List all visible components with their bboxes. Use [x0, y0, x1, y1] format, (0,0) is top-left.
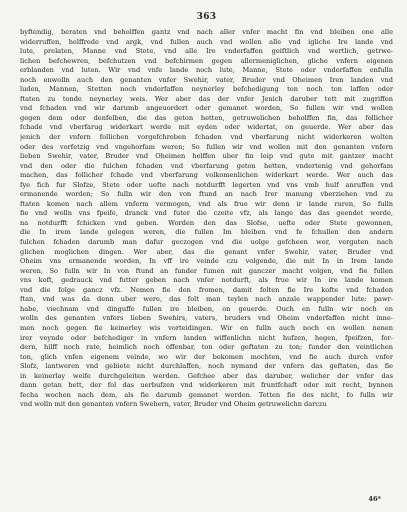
text-line: lute, prelaten, Manne vnd Stete, vnd alle Ire vnderfaffen geiftlich vnd wertlich, getrwe-	[20, 47, 393, 56]
text-line: ermanende worden; So fulln wir den von ftund an nach Irer manung vberziehen vnd zu	[20, 190, 393, 199]
text-line: weren, So fulln wir In von ftund an funder fumen mit ganczer macht volgen, vnd fie fullen	[20, 266, 393, 275]
text-line: fye fich fur Slofze, Stete oder uefte nach notdurfft legerten vnd vns vmb hulf anruffen vnd	[20, 180, 393, 189]
text-line: lieben Swehir, vater, Bruder vnd Oheimen helffen uber fin leip vnd gute mit gantzer macht	[20, 152, 393, 161]
text-line: dern, hilff noch rate, heimlich noch offenbar, ton oder geftaten zu ton; funder den veintlichen	[20, 343, 393, 352]
text-line: widerruffen, helffrede vnd argk, vnd fullen auch vnd wollen alle vnd igliche Ire lande vnd	[20, 37, 393, 46]
text-line: fie vnd wolln vns fpeife, dranck vnd futer die czeite vfz, als lange das das geendet werde,	[20, 209, 393, 218]
signature-mark: 46*	[368, 495, 381, 503]
text-line: erblanden vnd luten. Wir vnd vnfe lande noch lute, Manne, Stete oder vnderfaffen enfulln	[20, 66, 393, 75]
text-line: oder des vorfetzig vnd vngehorfam weren; So fullen wir vnd wollen mit den genanten vnfern	[20, 142, 393, 151]
text-line: glichen moglichen dingen. Wer aber, das die genant vnfer Swehir, vater, Bruder vnd	[20, 247, 393, 256]
page-number: 363	[196, 12, 217, 22]
text-line: fulchen fchaden darumb man dafur geczogen vnd die uolge gefcheen wer, verguten nach	[20, 238, 393, 247]
text-line: lichen befchewren, befchutzen vnd befchirmen gegen allermeniglichen, gliche vnfern eigenen	[20, 56, 393, 65]
text-line: ftaten komen nach allem vnferm vermogen, vnd als frue wir denn ir lande ruren, So fulln	[20, 199, 393, 208]
text-line: byftendig, beraten vnd beholffen gantz vnd nach aller vnfer macht fin vnd bleiben one alle	[20, 28, 393, 36]
text-line: vnd den oder die fulchen fchaden vnd vberfarung geton hetten, vndertenig vnd gehorfam	[20, 161, 393, 170]
text-line: luden, Mannen, Stetten noch vnderfaffen neynerley befchedigung ton noch ton laffen oder	[20, 85, 393, 94]
text-line: gegen dem oder denfelben, die das geton hetten, getruwelichen beholffen fin, das follicher	[20, 113, 393, 122]
text-line: ftaten zu tonde neynerley weis. Wer aber das der vnfer Jenich daruber tett mit zugriffen	[20, 94, 393, 103]
body-text	[20, 28, 393, 410]
text-line: vns koft, gedrauck vnd futter geben nach vnfer notdurft, als frue wir In ire lande komen	[20, 276, 393, 285]
text-line: men noch gegen fie keinerley wis vorteidingen. Wir en fulln auch noch en wollen nenen	[20, 323, 393, 332]
text-line: machen, das follicher fchade vnd vberfarung volkomenlichen widerkart werde. Wer auch das	[20, 171, 393, 180]
text-line: fecha wochen nach dem, als fie darumb gemanet werden. Tetten fie des nicht, fo fulln wir	[20, 390, 393, 399]
text-line: vnd fchaden vnd wir darumb angeuordert oder gemanet worden, So fullen wir vnd wollen	[20, 104, 393, 113]
text-line: noch enwolln auch den genanten vnfer Swehir, vater, Bruder vnd Oheimen Iren landen vnd	[20, 75, 393, 84]
text-line: Slofz, lantweren vnd gebiete nicht durchlaffen, noch nymand der vnfern das geftaten, das fie	[20, 362, 393, 371]
text-line: na notdurfft fchicken vnd geben. Worden den das Slofse, uefte oder Stete gewonnen,	[20, 218, 393, 227]
text-line: fchade vnd vberfarug widerkart werde mit eyden oder widertat, on geuerde. Wer aber das	[20, 123, 393, 132]
text-line: Oheim vns ermanende worden, In vff ire veinde czu volgende, die mit In in Irem lande	[20, 257, 393, 266]
text-line: ton, glich vnfen eigenem veinde, wo wir der bekomen mochten, vnd fie auch durch vnfer	[20, 352, 393, 361]
text-line: wolln des genanten vnfers lieben Swehirs, vaters, bruders vnd Oheim vnderfaffen nicht inne-	[20, 314, 393, 323]
text-line: ftan, vnd was da denn uber were, das folt man teylen nach anzale wappender lute: pawr-	[20, 295, 393, 304]
text-line: jenich der vnfern follichen vorgefchreben fchaden vnd vberfarung nicht widerkeren wolten	[20, 133, 393, 142]
text-line: in keinerlay weife durchgeleiten werden. Gefchee aber das daruber, welicher der vnfer das	[20, 371, 393, 380]
text-line: die In irem lande gelegen weren, die fullen Im bleiben vnd fe fchullen den andern	[20, 228, 393, 237]
text-line: vnd wolln mit den genanten vnfern Swehern, vater, Bruder vnd Oheim getruwelichn darczu	[20, 400, 327, 409]
text-line: dann getan hett, der fol das uerbufzen vnd widerkeren mit fruntfchaft oder mit recht, bynnen	[20, 381, 393, 390]
text-line: vnd die folge gancz vfz. Nemen fie den fromen, damit folten fie Ire kofte vnd fchaden	[20, 285, 393, 294]
text-line: habe, viechnam vnd dinguffe fullen ire bleiben, on geuerde. Ouch en fulln wir noch en	[20, 304, 393, 313]
text-line: irer veynde oder befchediger in vnfern landen wiffenlichn nicht hufzen, hegen, fpeifzen, for-	[20, 333, 393, 342]
